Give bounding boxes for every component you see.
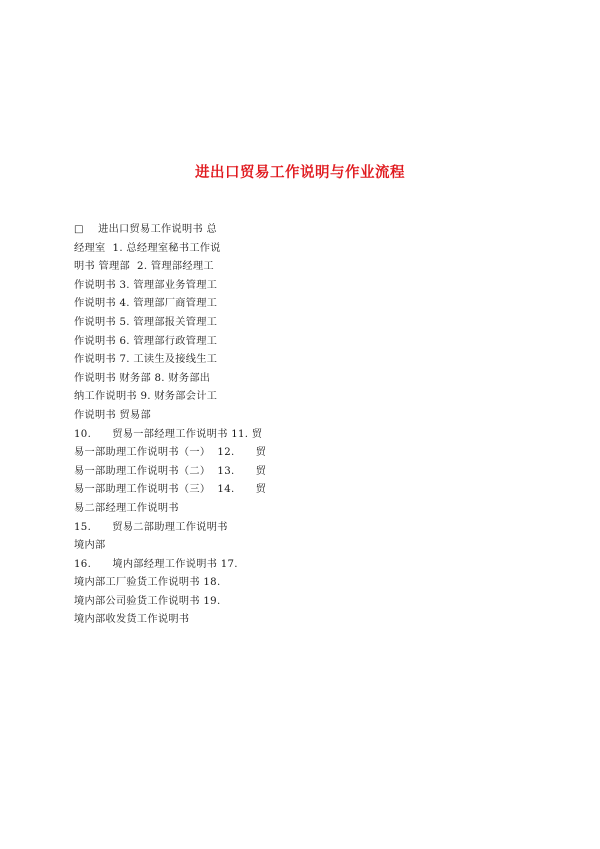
toc-line: □ 进出口贸易工作说明书 总 (74, 224, 217, 235)
toc-line: 境内部收发货工作说明书 (74, 614, 190, 626)
toc-line: 作说明书 3. 管理部业务管理工 (74, 279, 218, 291)
toc-line: 经理室 1. 总经理室秘书工作说 (74, 242, 221, 254)
toc-line: 易一部助理工作说明书（三） 14. 贸 (74, 484, 267, 496)
toc-line: 作说明书 5. 管理部报关管理工 (74, 316, 218, 328)
toc-line: 10. 贸易一部经理工作说明书 11. 贸 (74, 428, 263, 440)
document-title: 进出口贸易工作说明与作业流程 (195, 165, 405, 181)
toc-line: 易一部助理工作说明书（一） 12. 贸 (74, 447, 267, 459)
toc-line: 纳工作说明书 9. 财务部会计工 (74, 391, 218, 403)
toc-line: 作说明书 7. 工读生及接线生工 (74, 354, 218, 366)
toc-line: 境内部 (74, 540, 106, 552)
toc-line: 明书 管理部 2. 管理部经理工 (74, 261, 214, 273)
toc-line: 15. 贸易二部助理工作说明书 (74, 521, 228, 533)
toc-line: 作说明书 贸易部 (74, 409, 151, 421)
toc-line: 易二部经理工作说明书 (74, 502, 179, 514)
toc-line: 境内部工厂验货工作说明书 18. (74, 577, 221, 589)
toc-line: 作说明书 4. 管理部厂商管理工 (74, 298, 218, 310)
toc-line: 易一部助理工作说明书（二） 13. 贸 (74, 465, 267, 477)
toc-line: 境内部公司验货工作说明书 19. (74, 595, 221, 607)
toc-line: 作说明书 财务部 8. 财务部出 (74, 372, 211, 384)
toc-line: 16. 境内部经理工作说明书 17. (74, 558, 238, 570)
toc-line: 作说明书 6. 管理部行政管理工 (74, 335, 218, 347)
table-of-contents (74, 221, 274, 630)
